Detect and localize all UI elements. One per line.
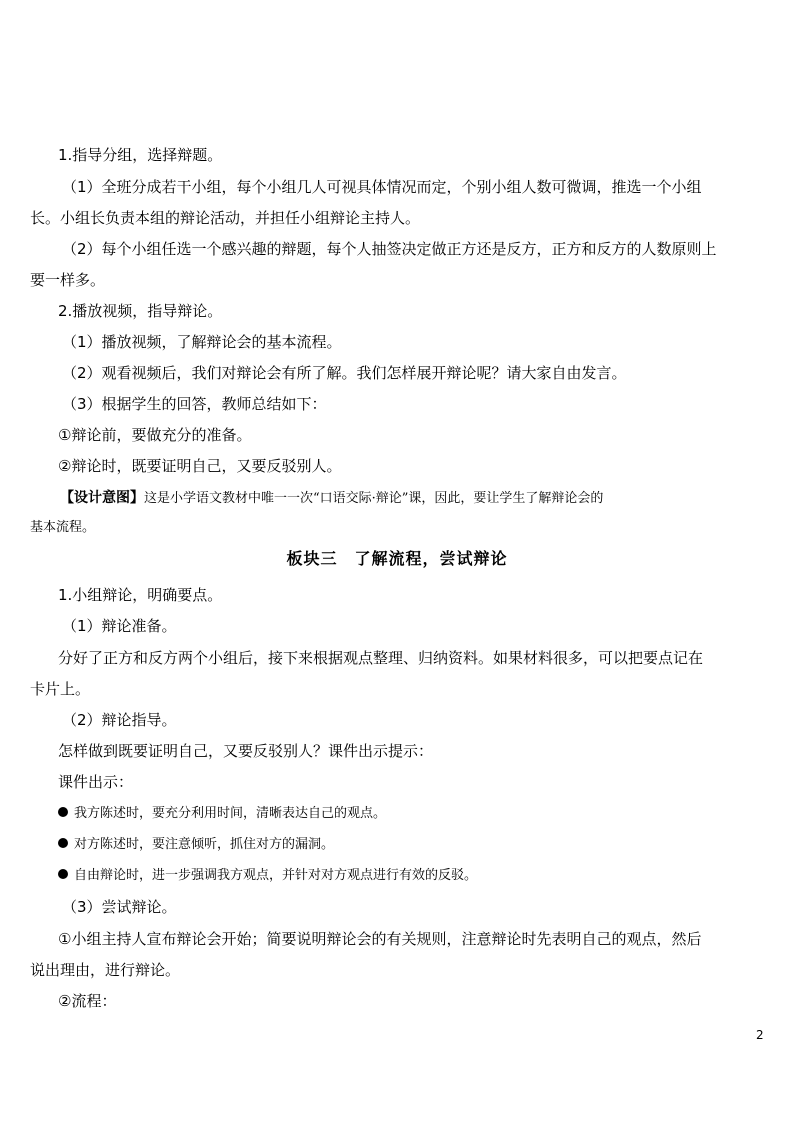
paragraph: （1）播放视频，了解辩论会的基本流程。 [62, 333, 342, 351]
paragraph: 怎样做到既要证明自己，又要反驳别人？课件出示提示： [58, 742, 434, 760]
paragraph: （1）全班分成若干小组，每个小组几人可视具体情况而定，个别小组人数可微调，推选一个小组 [62, 178, 702, 196]
design-intent [60, 488, 603, 509]
step-2-heading: 2.播放视频，指导辩论。 [58, 302, 223, 320]
paragraph: （3）尝试辩论。 [62, 898, 177, 916]
paragraph: 要一样多。 [30, 271, 106, 289]
design-intent-continued: 基本流程。 [30, 520, 96, 535]
design-intent-label: 【设计意图】 [60, 490, 144, 506]
list-item: 自由辩论时，进一步强调我方观点，并针对对方观点进行有效的反驳。 [58, 866, 477, 886]
list-item: 我方陈述时，要充分利用时间，清晰表达自己的观点。 [58, 804, 386, 824]
paragraph: ②辩论时，既要证明自己，又要反驳别人。 [58, 457, 342, 475]
bullet-icon [58, 869, 68, 879]
page-number: 2 [756, 1028, 764, 1042]
paragraph: 说出理由，进行辩论。 [30, 961, 181, 979]
paragraph: （3）根据学生的回答，教师总结如下： [62, 395, 327, 413]
paragraph: ①辩论前，要做充分的准备。 [58, 426, 252, 444]
step-1-heading: 1.指导分组，选择辩题。 [58, 146, 223, 164]
paragraph: （1）辩论准备。 [62, 617, 177, 635]
section-title: 板块三 了解流程，尝试辩论 [286, 549, 508, 568]
paragraph: 分好了正方和反方两个小组后，接下来根据观点整理、归纳资料。如果材料很多，可以把要点记在 [58, 649, 704, 667]
bullet-icon [58, 838, 68, 848]
step-1-heading: 1.小组辩论，明确要点。 [58, 586, 223, 604]
paragraph: （2）观看视频后，我们对辩论会有所了解。我们怎样展开辩论呢？请大家自由发言。 [62, 364, 627, 382]
paragraph: ②流程： [58, 992, 117, 1010]
paragraph: 课件出示： [58, 773, 134, 791]
bullet-icon [58, 807, 68, 817]
paragraph: 卡片上。 [30, 680, 91, 698]
paragraph: （2）辩论指导。 [62, 711, 177, 729]
list-item: 对方陈述时，要注意倾听，抓住对方的漏洞。 [58, 835, 334, 855]
paragraph: （2）每个小组任选一个感兴趣的辩题，每个人抽签决定做正方还是反方，正方和反方的人数原则上 [62, 240, 717, 258]
paragraph: 长。小组长负责本组的辩论活动，并担任小组辩论主持人。 [30, 209, 421, 227]
paragraph: ①小组主持人宣布辩论会开始；简要说明辩论会的有关规则，注意辩论时先表明自己的观点，然后 [58, 930, 702, 948]
design-intent-text: 这是小学语文教材中唯一一次“口语交际·辩论”课，因此，要让学生了解辩论会的 [144, 491, 604, 506]
